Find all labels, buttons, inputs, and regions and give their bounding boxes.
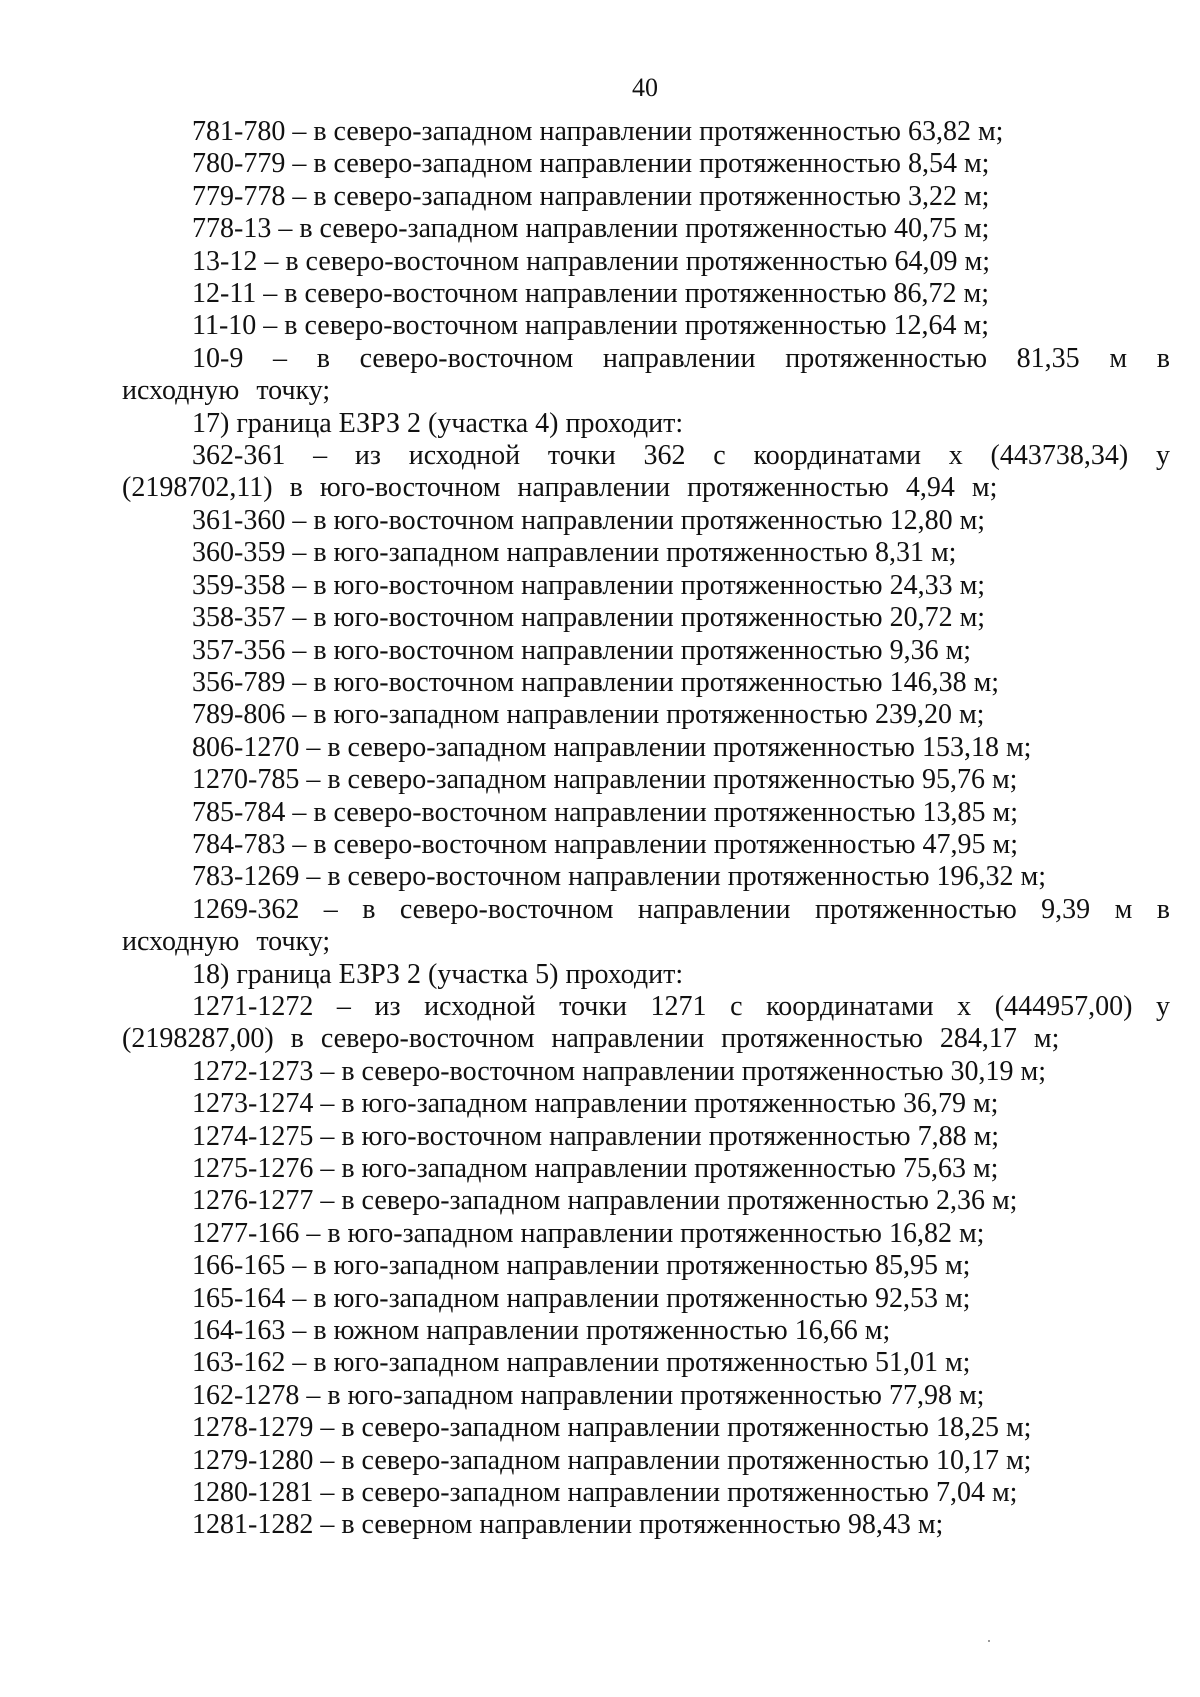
segment-line: 163-162 – в юго-западном направлении протяженностью 51,01 м; [192,1347,971,1379]
segment-line: 359-358 – в юго-восточном направлении протяженностью 24,33 м; [192,569,986,601]
segment-line: 781-780 – в северо-западном направлении протяженностью 63,82 м; [192,116,1004,147]
segment-line: 1281-1282 – в северном направлении протяженностью 98,43 м; [192,1509,944,1541]
segment-line: 1273-1274 – в юго-западном направлении протяженностью 36,79 м; [192,1088,999,1120]
segment-line: 361-360 – в юго-восточном направлении протяженностью 12,80 м; [192,504,986,536]
segment-paragraph-10-9: 10-9 – в северо-восточном направлении протяженностью 81,35 м в исходную точку; [122,342,1170,407]
segment-line: 1270-785 – в северо-западном направлении протяженностью 95,76 м; [192,764,1018,796]
segment-line: 1272-1273 – в северо-восточном направлении протяженностью 30,19 м; [192,1055,1047,1087]
segment-list-block-1 [122,116,1170,343]
segment-line: 806-1270 – в северо-западном направлении протяженностью 153,18 м; [192,731,1032,763]
document-body [122,116,1170,1542]
segment-line: 1279-1280 – в северо-западном направлении протяженностью 10,17 м; [192,1444,1032,1476]
segment-line: 780-779 – в северо-западном направлении протяженностью 8,54 м; [192,148,990,180]
segment-list-block-3 [122,1056,1170,1542]
segment-line: 358-357 – в юго-восточном направлении протяженностью 20,72 м; [192,602,986,634]
segment-line: 1275-1276 – в юго-западном направлении протяженностью 75,63 м; [192,1153,999,1184]
segment-line: 779-778 – в северо-западном направлении протяженностью 3,22 м; [192,180,990,212]
segment-paragraph-1269-362: 1269-362 – в северо-восточном направлении протяженностью 9,39 м в исходную точку; [122,893,1170,958]
section-heading-17: 17) граница ЕЗРЗ 2 (участка 4) проходит: [192,407,684,439]
segment-paragraph-1271-1272: 1271-1272 – из исходной точки 1271 с координатами х (444957,00) у (2198287,00) в северо-восточном направлении протяженностью 284,17 м; [122,990,1170,1055]
segment-list-block-2 [122,505,1170,894]
segment-line: 357-356 – в юго-восточном направлении протяженностью 9,36 м; [192,634,972,666]
segment-line: 783-1269 – в северо-восточном направлении протяженностью 196,32 м; [192,861,1047,893]
segment-line: 778-13 – в северо-западном направлении протяженностью 40,75 м; [192,213,990,245]
segment-line: 11-10 – в северо-восточном направлении протяженностью 12,64 м; [192,310,990,342]
segment-line: 356-789 – в юго-восточном направлении протяженностью 146,38 м; [192,666,1000,698]
segment-line: 13-12 – в северо-восточном направлении протяженностью 64,09 м; [192,245,991,277]
segment-line: 162-1278 – в юго-западном направлении протяженностью 77,98 м; [192,1379,985,1411]
segment-line: 360-359 – в юго-западном направлении протяженностью 8,31 м; [192,537,957,569]
segment-line: 1274-1275 – в юго-восточном направлении протяженностью 7,88 м; [192,1120,1000,1152]
segment-line: 785-784 – в северо-восточном направлении протяженностью 13,85 м; [192,796,1019,828]
segment-line: 1280-1281 – в северо-западном направлении протяженностью 7,04 м; [192,1477,1018,1509]
segment-line: 166-165 – в юго-западном направлении протяженностью 85,95 м; [192,1250,971,1282]
section-heading-18: 18) граница ЕЗРЗ 2 (участка 5) проходит: [192,958,684,990]
page-number: 40 [632,73,658,102]
scan-artifact-dot [988,1640,990,1642]
segment-line: 1277-166 – в юго-западном направлении протяженностью 16,82 м; [192,1217,985,1249]
segment-line: 164-163 – в южном направлении протяженностью 16,66 м; [192,1315,891,1347]
segment-line: 1276-1277 – в северо-западном направлении протяженностью 2,36 м; [192,1185,1018,1217]
segment-line: 789-806 – в юго-западном направлении протяженностью 239,20 м; [192,699,985,731]
segment-paragraph-362-361: 362-361 – из исходной точки 362 с координатами х (443738,34) у (2198702,11) в юго-восточном направлении протяженностью 4,94 м; [122,440,1170,504]
segment-line: 784-783 – в северо-восточном направлении протяженностью 47,95 м; [192,828,1019,860]
segment-line: 1278-1279 – в северо-западном направлении протяженностью 18,25 м; [192,1412,1032,1444]
segment-line: 165-164 – в юго-западном направлении протяженностью 92,53 м; [192,1282,971,1314]
segment-line: 12-11 – в северо-восточном направлении протяженностью 86,72 м; [192,278,990,310]
